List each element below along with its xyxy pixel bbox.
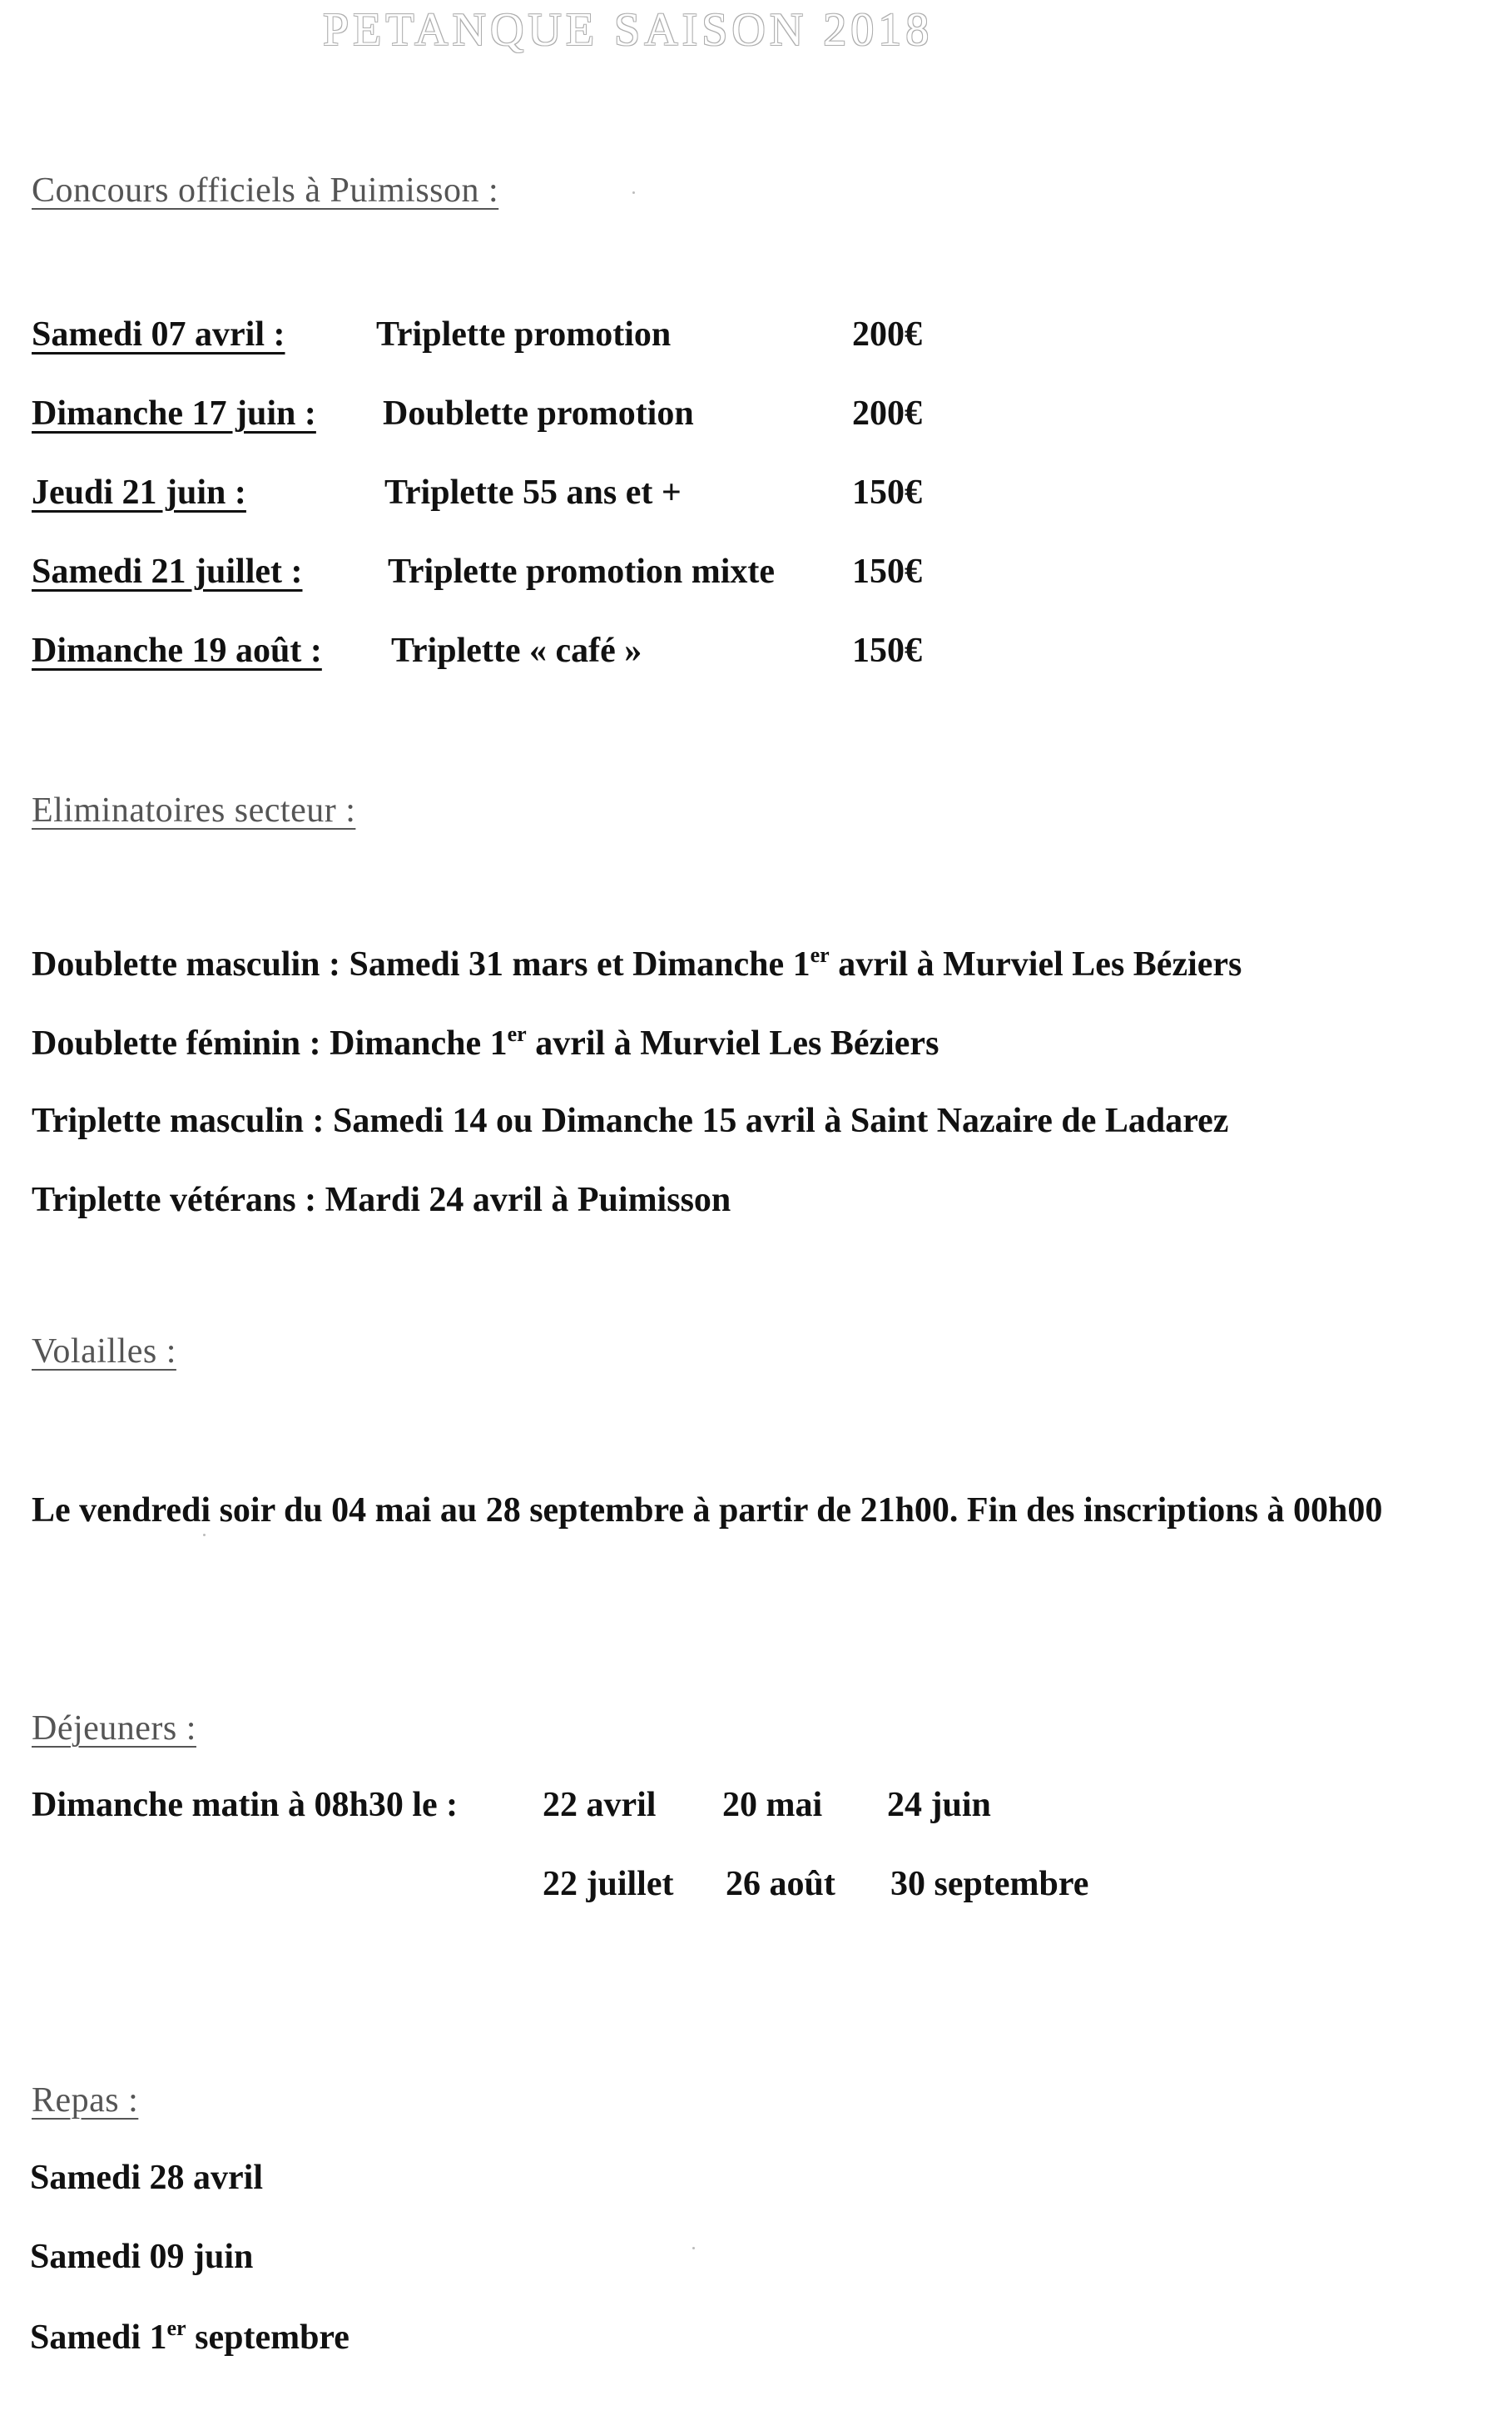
concours-date: Dimanche 17 juin : bbox=[32, 394, 316, 433]
eliminatoire-text: Doublette masculin : Samedi 31 mars et Dimanche 1 bbox=[32, 945, 811, 984]
eliminatoire-text: Doublette féminin : Dimanche 1 bbox=[32, 1024, 508, 1063]
eliminatoire-line bbox=[32, 1180, 731, 1220]
repas-rest: septembre bbox=[186, 2318, 349, 2357]
concours-date: Samedi 21 juillet : bbox=[32, 553, 303, 591]
concours-date: Samedi 07 avril : bbox=[32, 315, 285, 354]
dejeuner-date: 26 août bbox=[726, 1865, 835, 1903]
concours-date: Jeudi 21 juin : bbox=[32, 474, 246, 512]
dejeuner-date: 30 septembre bbox=[890, 1865, 1089, 1903]
concours-prize: 150€ bbox=[852, 474, 922, 512]
dejeuners-heading: Déjeuners : bbox=[32, 1709, 196, 1748]
dejeuners-prefix: Dimanche matin à 08h30 le : bbox=[32, 1786, 459, 1824]
concours-event: Triplette promotion mixte bbox=[388, 553, 776, 591]
scan-speck bbox=[632, 191, 635, 194]
eliminatoire-rest: avril à Murviel Les Béziers bbox=[526, 1024, 939, 1063]
concours-prize: 150€ bbox=[852, 553, 922, 591]
concours-event: Triplette 55 ans et + bbox=[384, 474, 682, 512]
repas-item bbox=[30, 2237, 253, 2277]
concours-prize: 150€ bbox=[852, 632, 922, 670]
concours-heading: Concours officiels à Puimisson : bbox=[32, 171, 499, 210]
eliminatoire-rest: avril à Murviel Les Béziers bbox=[829, 945, 1242, 984]
repas-date: Samedi 28 avril bbox=[30, 2159, 263, 2197]
eliminatoire-line bbox=[32, 943, 1242, 984]
dejeuner-date: 22 juillet bbox=[543, 1865, 674, 1903]
concours-event: Triplette « café » bbox=[391, 632, 642, 670]
eliminatoire-sup: er bbox=[810, 943, 830, 967]
concours-prize: 200€ bbox=[852, 315, 922, 354]
scan-speck bbox=[692, 2247, 695, 2249]
repas-sup: er bbox=[166, 2316, 186, 2340]
eliminatoire-text: Triplette vétérans : Mardi 24 avril à Puimisson bbox=[32, 1181, 731, 1219]
volailles-text: Le vendredi soir du 04 mai au 28 septembre à partir de 21h00. Fin des inscriptions à 00h00 bbox=[32, 1491, 1383, 1530]
repas-date: Samedi 1 bbox=[30, 2318, 167, 2357]
volailles-heading: Volailles : bbox=[32, 1332, 176, 1371]
eliminatoire-line bbox=[32, 1022, 939, 1064]
repas-date: Samedi 09 juin bbox=[30, 2238, 254, 2276]
eliminatoire-line bbox=[32, 1101, 1228, 1141]
repas-item bbox=[30, 2316, 349, 2358]
concours-date: Dimanche 19 août : bbox=[32, 632, 322, 670]
dejeuner-date: 20 mai bbox=[722, 1786, 823, 1824]
eliminatoires-heading: Eliminatoires secteur : bbox=[32, 791, 356, 830]
scan-speck bbox=[203, 1534, 206, 1536]
concours-event: Triplette promotion bbox=[376, 315, 672, 354]
dejeuner-date: 24 juin bbox=[887, 1786, 991, 1824]
repas-item bbox=[30, 2158, 263, 2198]
eliminatoire-text: Triplette masculin : Samedi 14 ou Dimanche 15 avril à Saint Nazaire de Ladarez bbox=[32, 1102, 1229, 1140]
repas-heading: Repas : bbox=[32, 2081, 139, 2120]
concours-prize: 200€ bbox=[852, 394, 922, 433]
dejeuner-date: 22 avril bbox=[543, 1786, 657, 1824]
concours-event: Doublette promotion bbox=[383, 394, 694, 433]
eliminatoire-sup: er bbox=[507, 1022, 527, 1046]
page-title: PETANQUE SAISON 2018 bbox=[323, 4, 934, 56]
